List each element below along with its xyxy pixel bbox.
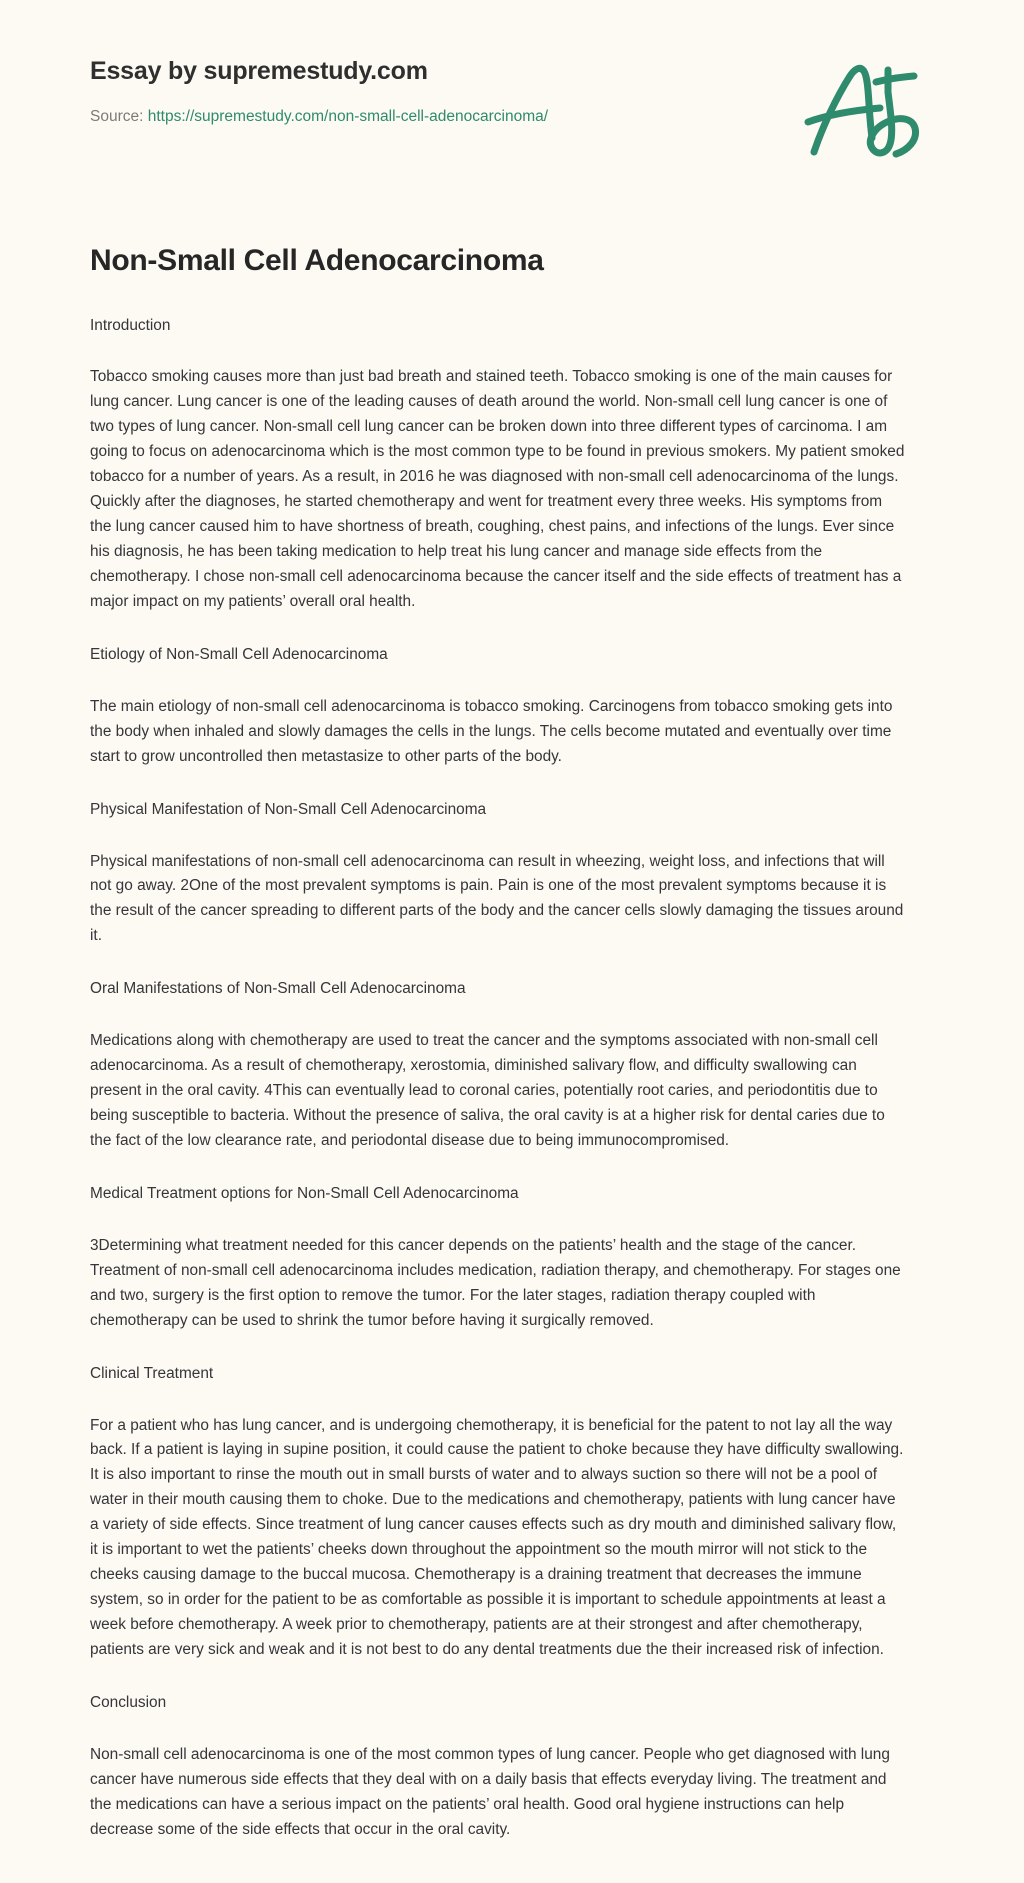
section-paragraph: For a patient who has lung cancer, and is undergoing chemotherapy, it is beneficial for the patent to not lay all the way back. If a patient is laying in supine position, it could cause the patient to choke because they have difficulty swallowing. It is also important to rinse the mouth out in small bursts of water and to always suction so there will not be a pool of water in their mouth causing them to choke. Due to the medications and chemotherapy, patients with lung cancer have a variety of side effects. Since treatment of lung cancer causes effects such as dry mouth and diminished salivary flow, it is important to wet the patients’ cheeks down throughout the appointment so the mouth mirror will not stick to the cheeks causing damage to the buccal mucosa. Chemotherapy is a draining treatment that decreases the immune system, so in order for the patient to be as comfortable as possible it is important to schedule appointments at least a week before chemotherapy. A week prior to chemotherapy, patients are at their strongest and after chemotherapy, patients are very sick and weak and it is not best to do any dental treatments due the their increased risk of infection. [90, 1416, 904, 1659]
section-heading: Conclusion [90, 1694, 167, 1712]
section-heading: Medical Treatment options for Non-Small Cell Adenocarcinoma [90, 1184, 519, 1202]
section-medical-treatment-options [90, 1182, 906, 1206]
section-paragraph: Tobacco smoking causes more than just bad breath and stained teeth. Tobacco smoking is one of the main causes for lung cancer. Lung cancer is one of the leading causes of death around the world. Non-small cell lung cancer is one of two types of lung cancer. Non-small cell lung cancer can be broken down into three different types of carcinoma. I am going to focus on adenocarcinoma which is the most common type to be found in previous smokers. My patient smoked tobacco for a number of years. As a result, in 2016 he was diagnosed with non-small cell adenocarcinoma of the lungs. Quickly after the diagnoses, he started chemotherapy and went for treatment every three weeks. His symptoms from the lung cancer caused him to have shortness of breath, coughing, chest pains, and infections of the lungs. Ever since his diagnosis, he has been taking medication to help treat his lung cancer and manage side effects from the chemotherapy. I chose non-small cell adenocarcinoma because the cancer itself and the side effects of treatment has a major impact on my patients’ overall oral health. [90, 368, 905, 610]
section-conclusion [90, 1691, 906, 1715]
a-plus-logo-icon [784, 48, 944, 168]
section-heading: Oral Manifestations of Non-Small Cell Adenocarcinoma [90, 980, 466, 998]
section-paragraph-wrapper [90, 1029, 906, 1154]
section-clinical-treatment [90, 1362, 906, 1386]
section-paragraph: Non-small cell adenocarcinoma is one of the most common types of lung cancer. People who get diagnosed with lung cancer have numerous side effects that they deal with on a daily basis that effects everyday living. The treatment and the medications can have a serious impact on the patients’ oral health. Good oral hygiene instructions can help decrease some of the side effects that occur in the oral cavity. [90, 1745, 890, 1838]
source-label: Source: [90, 108, 144, 125]
section-paragraph: 3Determining what treatment needed for this cancer depends on the patients’ health and the stage of the cancer. Treatment of non-small cell adenocarcinoma includes medication, radiation therapy, and chemotherapy. For stages one and two, surgery is the first option to remove the tumor. For the later stages, radiation therapy coupled with chemotherapy can be used to shrink the tumor before having it surgically removed. [90, 1236, 901, 1329]
section-paragraph-wrapper [90, 1743, 906, 1843]
section-paragraph-wrapper [90, 1234, 906, 1334]
document-body [0, 242, 1024, 1883]
section-paragraph-wrapper [90, 695, 906, 770]
section-paragraph-wrapper [90, 365, 906, 615]
section-paragraph: The main etiology of non-small cell adenocarcinoma is tobacco smoking. Carcinogens from tobacco smoking gets into the body when inhaled and slowly damages the cells in the lungs. The cells become mutated and eventually over time start to grow uncontrolled then metastasize to other parts of the body. [90, 697, 893, 765]
section-paragraph: Medications along with chemotherapy are used to treat the cancer and the symptoms associated with non-small cell adenocarcinoma. As a result of chemotherapy, xerostomia, diminished salivary flow, and difficulty swallowing can present in the oral cavity. 4This can eventually lead to coronal caries, potentially root caries, and periodontitis due to being susceptible to bacteria. Without the presence of saliva, the oral cavity is at a higher risk for dental caries due to the fact of the low clearance rate, and periodontal disease due to being immunocompromised. [90, 1032, 885, 1150]
page-title: Non-Small Cell Adenocarcinoma [90, 244, 544, 277]
section-heading: Physical Manifestation of Non-Small Cell Adenocarcinoma [90, 800, 487, 818]
source-url-link[interactable]: https://supremestudy.com/non-small-cell-adenocarcinoma/ [147, 108, 549, 125]
section-paragraph: Physical manifestations of non-small cell adenocarcinoma can result in wheezing, weight loss, and infections that will not go away. 2One of the most prevalent symptoms is pain. Pain is one of the most prevalent symptoms because it is the result of the cancer spreading to different parts of the body and the cancer cells slowly damaging the tissues around it. [90, 852, 904, 945]
section-physical-manifestation [90, 798, 906, 822]
section-introduction [90, 314, 906, 338]
section-heading: Clinical Treatment [90, 1364, 214, 1382]
section-paragraph-wrapper [90, 850, 906, 950]
section-heading: Etiology of Non-Small Cell Adenocarcinoma [90, 645, 388, 663]
section-heading: Introduction [90, 316, 171, 334]
section-paragraph-wrapper [90, 1414, 906, 1664]
site-title: Essay by supremestudy.com [90, 57, 428, 85]
section-oral-manifestations [90, 977, 906, 1001]
page-header [0, 0, 1024, 180]
section-etiology [90, 643, 906, 667]
